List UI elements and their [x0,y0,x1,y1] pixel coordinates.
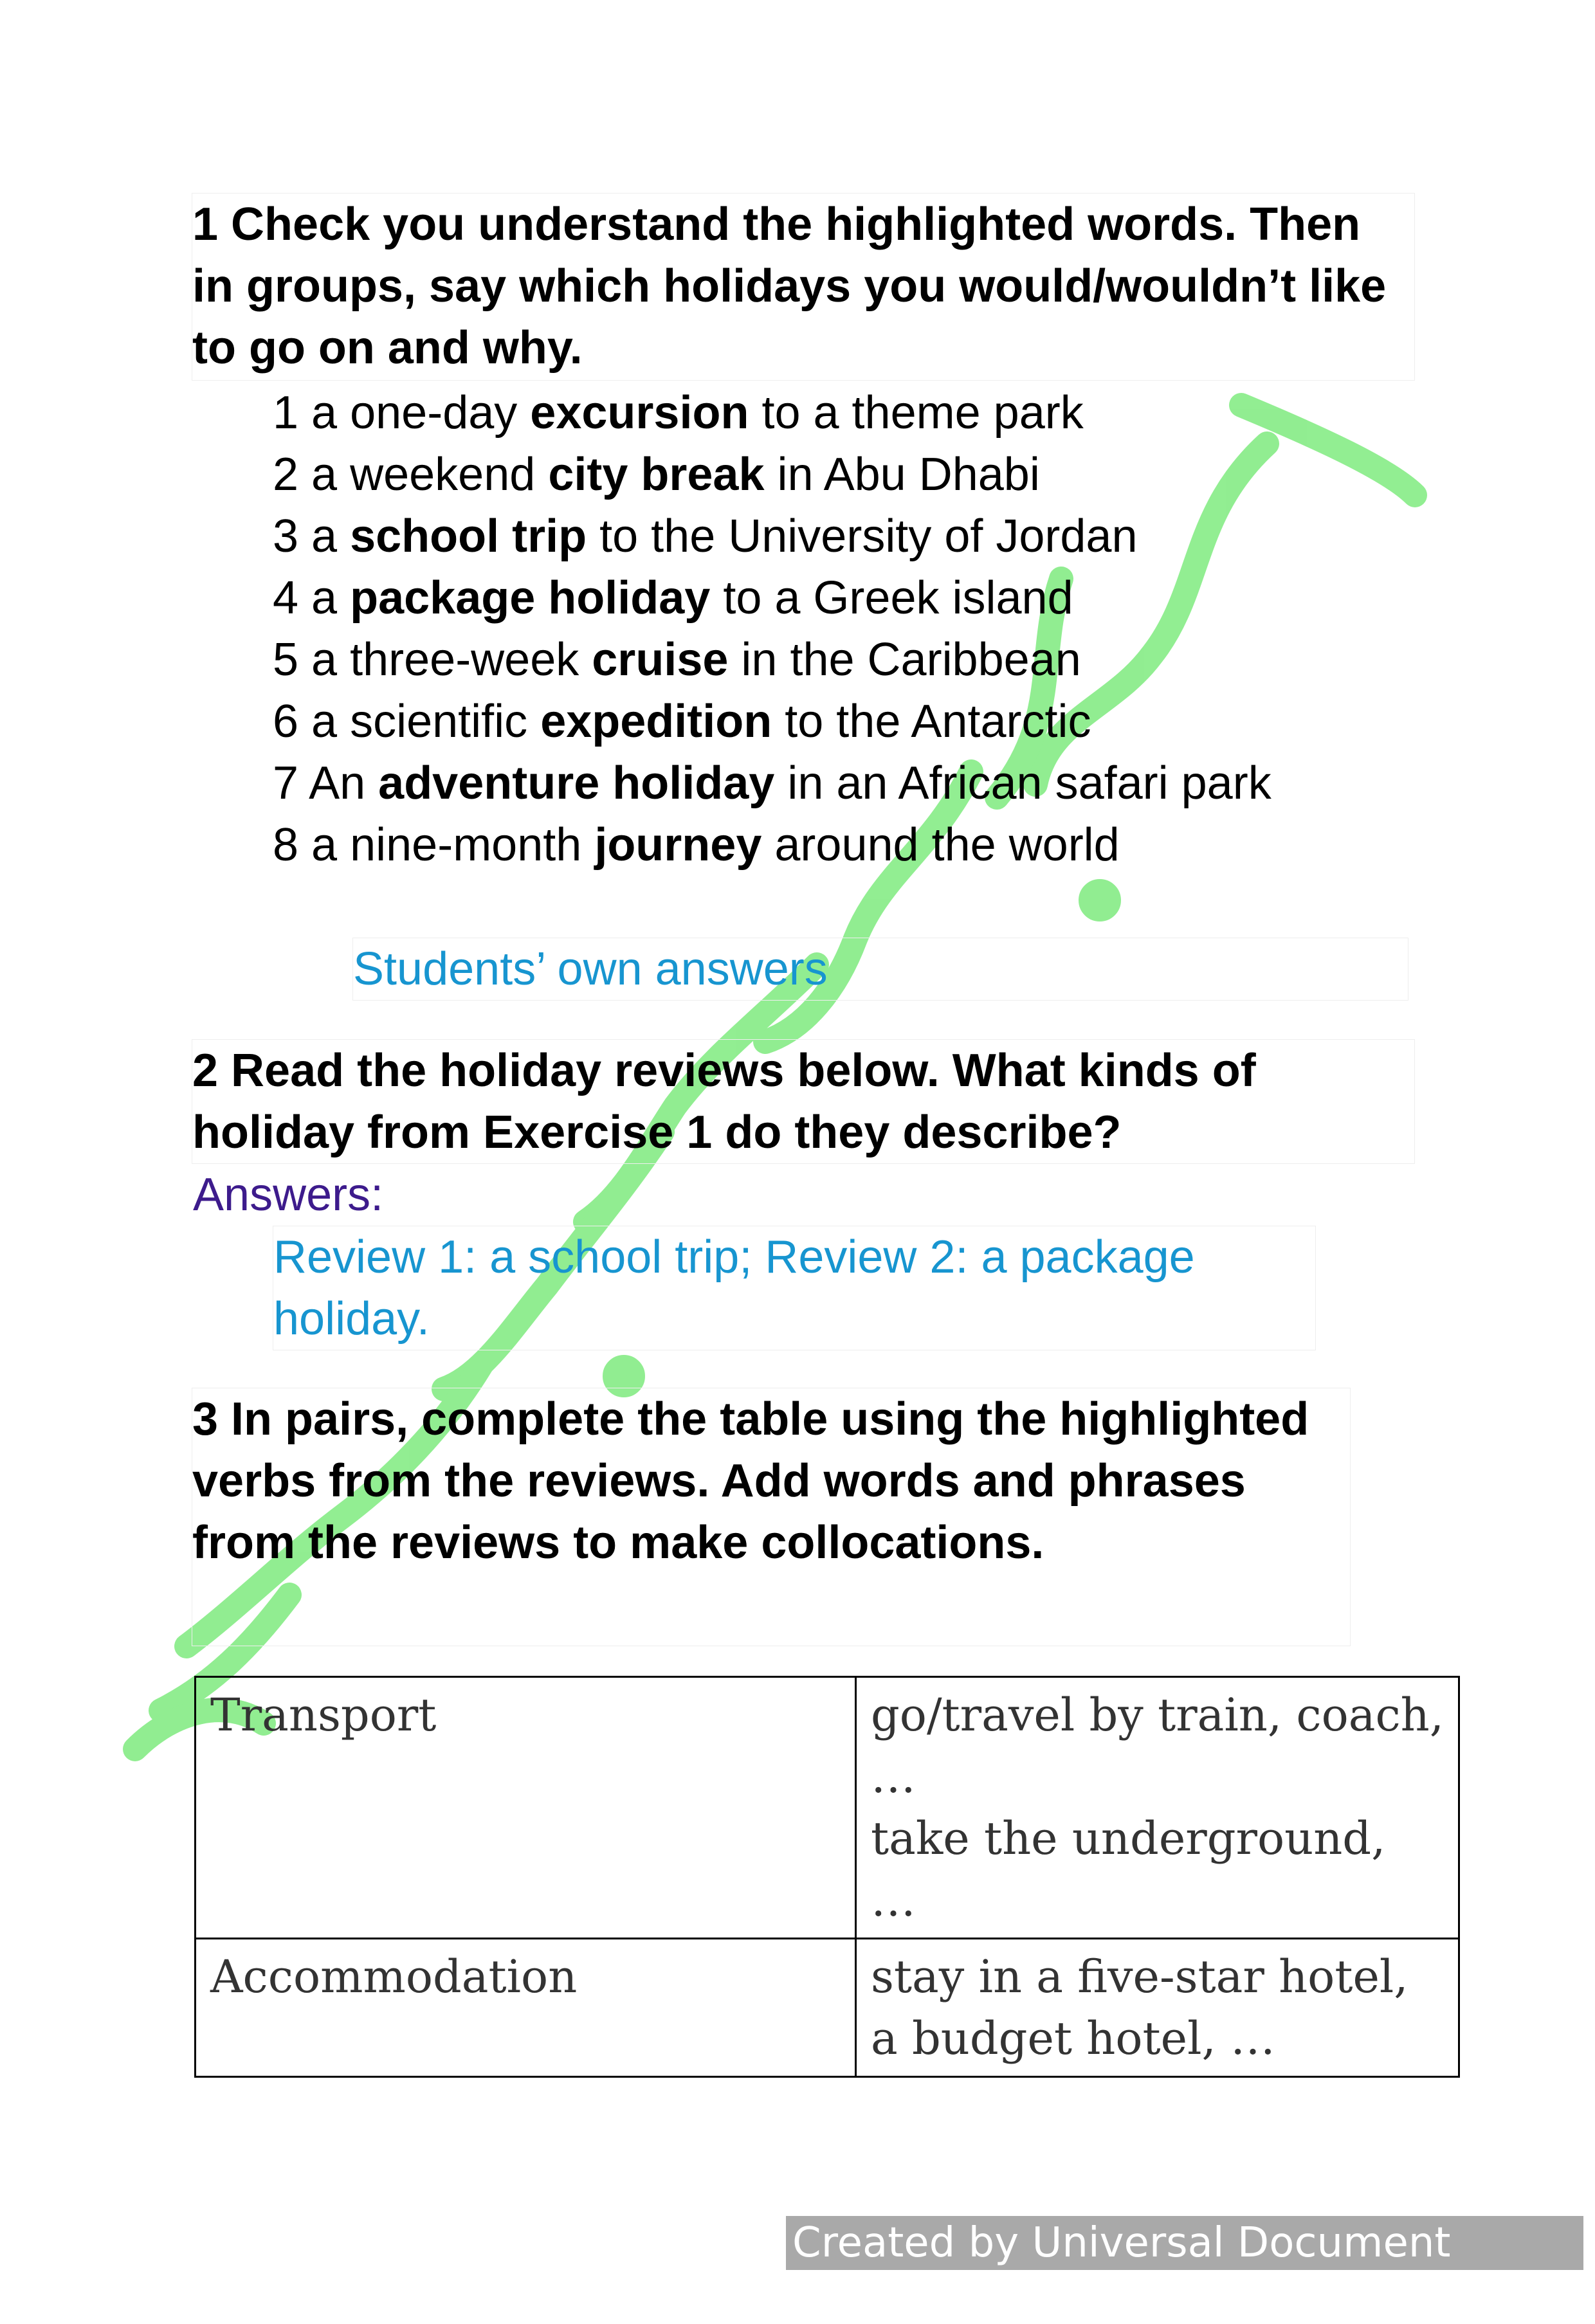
table-row [196,1677,1459,1939]
list-item: 7 An adventure holiday in an African safari park [273,758,1271,809]
exercise-1-instruction: 1 Check you understand the highlighted words. Then in groups, say which holidays you would/wouldn’t like to go on and why. [192,193,1415,381]
table-cell-examples [856,1677,1459,1939]
table-cell-category: Accommodation [196,1939,856,2077]
exercise-2-instruction: 2 Read the holiday reviews below. What kinds of holiday from Exercise 1 do they describe? [192,1039,1415,1164]
exercise-2-answer: Review 1: a school trip; Review 2: a package holiday. [273,1226,1316,1350]
table-cell-line: stay in a five-star hotel, a budget hotel, … [871,1950,1408,2065]
table-cell-line: go/travel by train, coach, … [871,1689,1444,1803]
list-item: 6 a scientific expedition to the Antarctic [273,696,1091,747]
list-item: 4 a package holiday to a Greek island [273,572,1073,624]
exercise-3-instruction: 3 In pairs, complete the table using the highlighted verbs from the reviews. Add words and phrases from the reviews to make collocations. [192,1388,1351,1646]
exercise-1-answer: Students’ own answers [352,938,1408,1001]
list-item: 5 a three-week cruise in the Caribbean [273,634,1081,685]
table-cell-examples [856,1939,1459,2077]
converter-footer: Created by Universal Document Converter [786,2216,1583,2270]
list-item: 1 a one-day excursion to a theme park [273,387,1084,439]
table-cell-line: take the underground, … [871,1812,1386,1927]
table-row [196,1939,1459,2077]
answers-label: Answers: [193,1169,384,1221]
exercise-1-item-list [273,382,1411,876]
list-item: 8 a nine-month journey around the world [273,819,1120,871]
list-item: 3 a school trip to the University of Jordan [273,511,1138,562]
list-item: 2 a weekend city break in Abu Dhabi [273,449,1040,500]
table-cell-category: Transport [196,1677,856,1939]
collocations-table [194,1676,1460,2078]
